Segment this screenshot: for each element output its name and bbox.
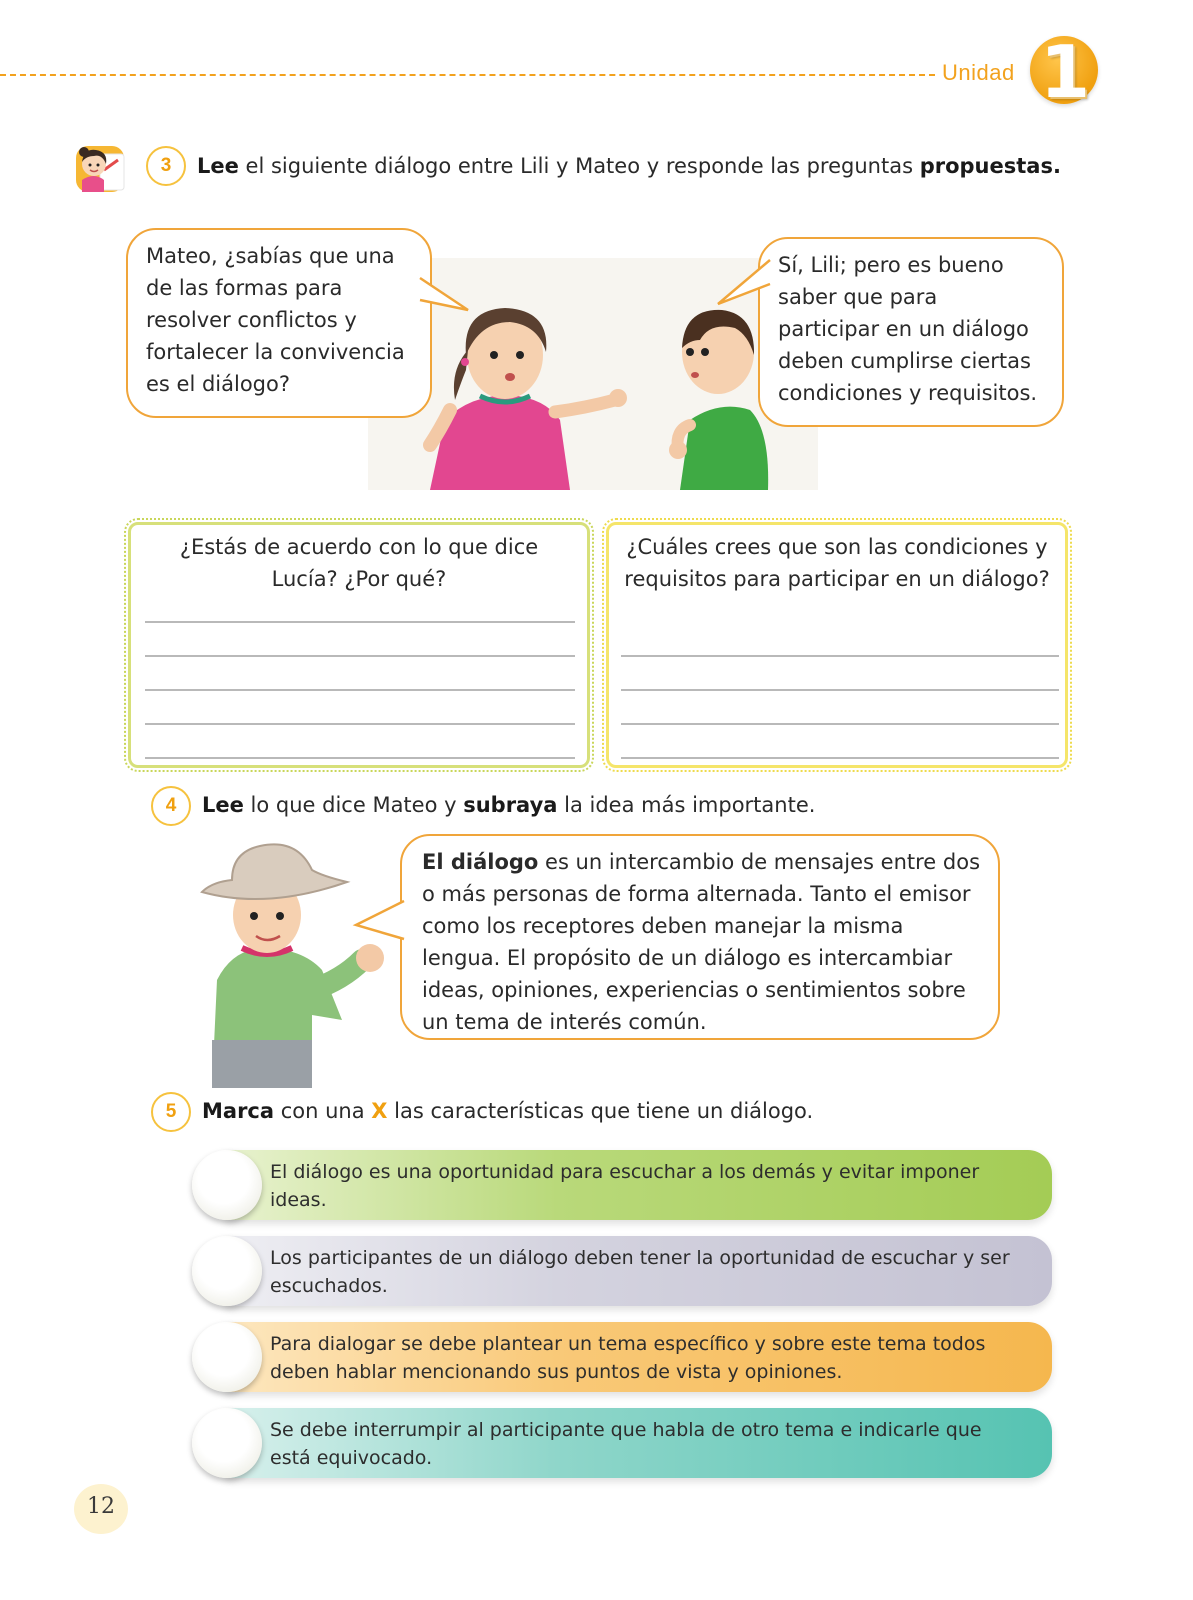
lili-illustration [410, 300, 630, 490]
page-number: 12 [87, 1494, 115, 1519]
option-3-checkbox[interactable] [192, 1322, 262, 1392]
option-1: El diálogo es una oportunidad para escuchar a los demás y evitar imponer ideas. [226, 1150, 1052, 1220]
activity-5-instruction: Marca con una X las características que tiene un diálogo. [202, 1099, 814, 1123]
mateo-bubble-tail [712, 250, 772, 310]
unit-number: 1 [1040, 30, 1091, 114]
mateo-speech-bubble: Sí, Lili; pero es bueno saber que para participar en un diálogo deben cumplirse ciertas condiciones y requisitos. [758, 237, 1064, 427]
option-3: Para dialogar se debe plantear un tema específico y sobre este tema todos deben hablar mencionando sus puntos de vista y opiniones. [226, 1322, 1052, 1392]
lili-bubble-tail [418, 270, 478, 318]
student-writing-icon [74, 140, 130, 196]
answer-line[interactable] [145, 689, 575, 691]
option-1-checkbox[interactable] [192, 1150, 262, 1220]
answer-line[interactable] [621, 757, 1059, 759]
definition-bubble-tail [352, 895, 408, 951]
answer-line[interactable] [621, 655, 1059, 657]
activity-3-instruction: Lee el siguiente diálogo entre Lili y Mateo y responde las preguntas propuestas. [197, 154, 1061, 178]
option-2-checkbox[interactable] [192, 1236, 262, 1306]
lili-speech-bubble: Mateo, ¿sabías que una de las formas para resolver conflictos y fortalecer la convivencia es el diálogo? [126, 228, 432, 418]
answer-line[interactable] [621, 689, 1059, 691]
answer-line[interactable] [145, 723, 575, 725]
question-box-agreement [128, 522, 590, 768]
answer-line[interactable] [145, 655, 575, 657]
mateo-hat-illustration [192, 840, 402, 1088]
answer-line[interactable] [145, 621, 575, 623]
answer-line[interactable] [621, 723, 1059, 725]
activity-4-number: 4 [151, 786, 191, 826]
option-4: Se debe interrumpir al participante que habla de otro tema e indicarle que está equivocado. [226, 1408, 1052, 1478]
question-box-conditions [606, 522, 1068, 768]
header-dashed-line [0, 74, 935, 76]
unit-label: Unidad [942, 60, 1015, 85]
answer-line[interactable] [145, 757, 575, 759]
dialogue-definition-bubble: El diálogo es un intercambio de mensajes entre dos o más personas de forma alternada. Tanto el emisor como los receptores deben manejar la misma lengua. El propósito de un diálogo es intercambiar ideas, opiniones, experiencias o sentimientos sobre un tema de interés común. [400, 834, 1000, 1040]
activity-4-instruction: Lee lo que dice Mateo y subraya la idea más importante. [202, 793, 816, 817]
option-4-checkbox[interactable] [192, 1408, 262, 1478]
activity-3-number: 3 [146, 146, 186, 186]
activity-5-number: 5 [151, 1092, 191, 1132]
question-conditions-text: ¿Cuáles crees que son las condiciones y requisitos para participar en un diálogo? [624, 535, 1050, 591]
question-agreement-text: ¿Estás de acuerdo con lo que dice Lucía? ¿Por qué? [179, 535, 539, 591]
option-2: Los participantes de un diálogo deben tener la oportunidad de escuchar y ser escuchados. [226, 1236, 1052, 1306]
